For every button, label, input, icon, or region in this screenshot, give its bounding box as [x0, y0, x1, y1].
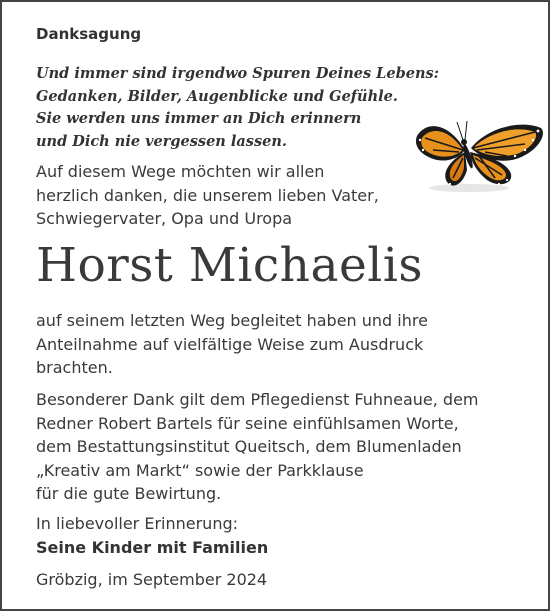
thanks-paragraph-1 [36, 309, 428, 380]
intro-line: Schwiegervater, Opa und Uropa [36, 209, 293, 228]
poem-line: Und immer sind irgendwo Spuren Deines Lebens: [36, 65, 440, 82]
paragraph-line: brachten. [36, 358, 113, 377]
thanks-paragraph-2 [36, 388, 479, 506]
paragraph-line: Redner Robert Bartels für seine einfühlsamen Worte, [36, 413, 459, 433]
poem-line: und Dich nie vergessen lassen. [36, 132, 287, 150]
paragraph-line: „Kreativ am Markt“ sowie der Parkklause [36, 460, 364, 480]
deceased-name: Horst Michaelis [36, 238, 423, 293]
poem [36, 63, 439, 153]
paragraph-line: Anteilnahme auf vielfältige Weise zum Ausdruck [36, 334, 424, 354]
intro-text [36, 160, 379, 231]
poem-line: Sie werden uns immer an Dich erinnern [36, 110, 362, 127]
place-date: Gröbzig, im September 2024 [36, 570, 268, 589]
signature: Seine Kinder mit Familien [36, 537, 269, 557]
paragraph-line: Besonderer Dank gilt dem Pflegedienst Fuhneaue, dem [36, 390, 479, 409]
notice-heading: Danksagung [36, 25, 142, 43]
closing [36, 512, 268, 559]
intro-line: Auf diesem Wege möchten wir allen [36, 162, 325, 181]
poem-line: Gedanken, Bilder, Augenblicke und Gefühle. [36, 87, 398, 105]
paragraph-line: für die gute Bewirtung. [36, 484, 222, 503]
closing-line: In liebevoller Erinnerung: [36, 514, 238, 533]
intro-line: herzlich danken, die unserem lieben Vater, [36, 185, 379, 205]
butterfly-icon [407, 100, 547, 200]
paragraph-line: auf seinem letzten Weg begleitet haben und ihre [36, 311, 428, 330]
paragraph-line: dem Bestattungsinstitut Queitsch, dem Blumenladen [36, 437, 462, 456]
